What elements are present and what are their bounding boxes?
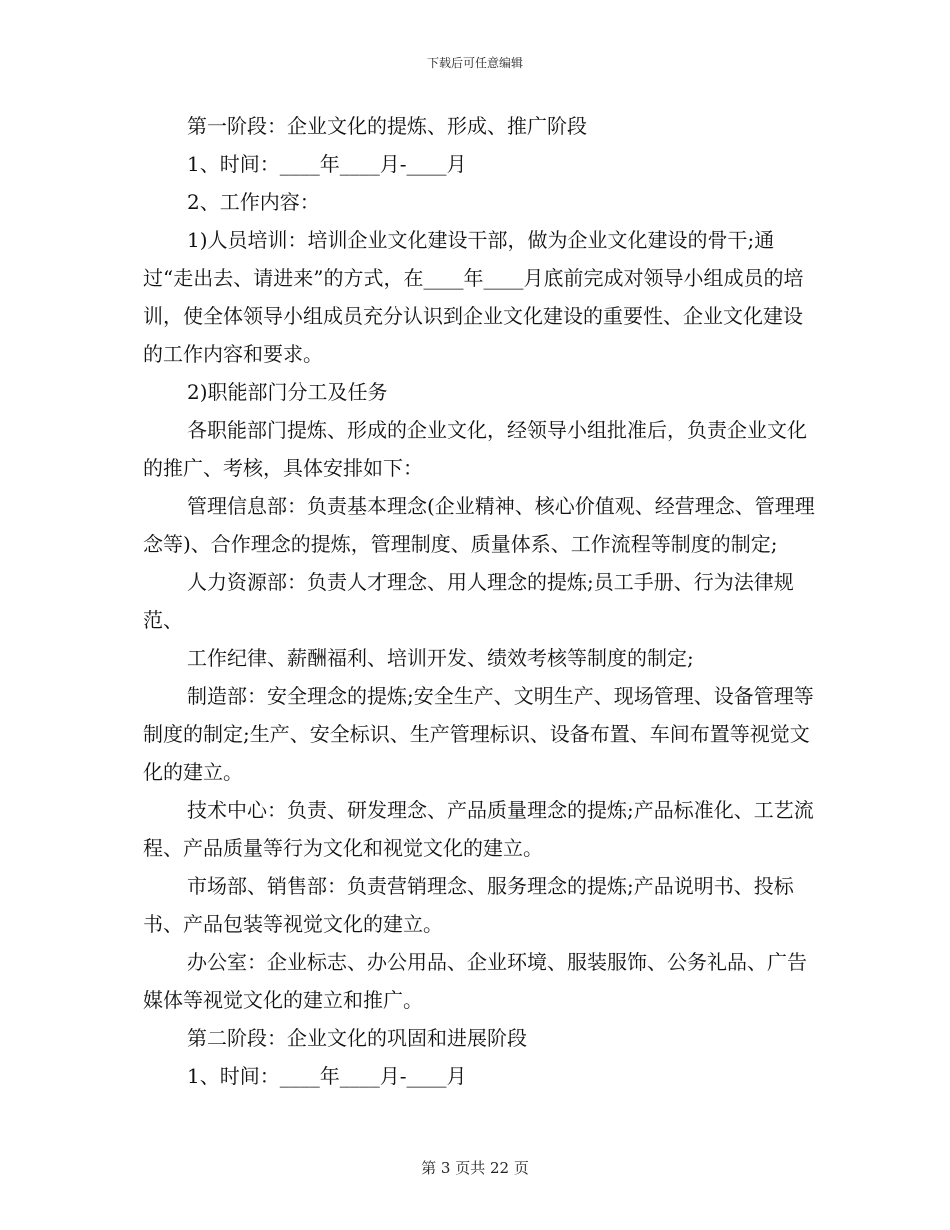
paragraph: 工作纪律、薪酬福利、培训开发、绩效考核等制度的制定;: [187, 646, 694, 670]
paragraph: 市场部、销售部：负责营销理念、服务理念的提炼;产品说明书、投标书、产品包装等视觉文化的建立。: [143, 874, 794, 936]
document-body: [143, 107, 815, 1095]
paragraph: 1、时间：____年____月-____月: [187, 152, 467, 176]
paragraph: 1)人员培训：培训企业文化建设干部，做为企业文化建设的骨干;通过“走出去、请进来”的方式，在____年____月底前完成对领导小组成员的培训，使全体领导小组成员充分认识到企业文化建设的重要性、企业文化建设的工作内容和要求。: [143, 228, 804, 366]
paragraph: 制造部：安全理念的提炼;安全生产、文明生产、现场管理、设备管理等制度的制定;生产、安全标识、生产管理标识、设备布置、车间布置等视觉文化的建立。: [143, 684, 814, 784]
paragraph: 2、工作内容：: [187, 190, 320, 214]
paragraph: 技术中心：负责、研发理念、产品质量理念的提炼;产品标准化、工艺流程、产品质量等行为文化和视觉文化的建立。: [143, 798, 814, 860]
paragraph: 人力资源部：负责人才理念、用人理念的提炼;员工手册、行为法律规范、: [143, 570, 794, 632]
page-header: 下载后可任意编辑: [426, 56, 523, 70]
paragraph: 2)职能部门分工及任务: [187, 380, 388, 404]
paragraph: 第二阶段：企业文化的巩固和进展阶段: [187, 1026, 527, 1050]
paragraph: 办公室：企业标志、办公用品、企业环境、服装服饰、公务礼品、广告媒体等视觉文化的建立和推广。: [143, 950, 807, 1012]
page-footer: 第 3 页共 22 页: [421, 1159, 529, 1177]
paragraph: 管理信息部：负责基本理念(企业精神、核心价值观、经营理念、管理理念等)、合作理念的提炼，管理制度、质量体系、工作流程等制度的制定;: [143, 494, 815, 556]
paragraph: 第一阶段：企业文化的提炼、形成、推广阶段: [187, 114, 587, 138]
paragraph: 各职能部门提炼、形成的企业文化，经领导小组批准后，负责企业文化的推广、考核，具体安排如下：: [143, 418, 807, 480]
paragraph: 1、时间：____年____月-____月: [187, 1064, 467, 1088]
